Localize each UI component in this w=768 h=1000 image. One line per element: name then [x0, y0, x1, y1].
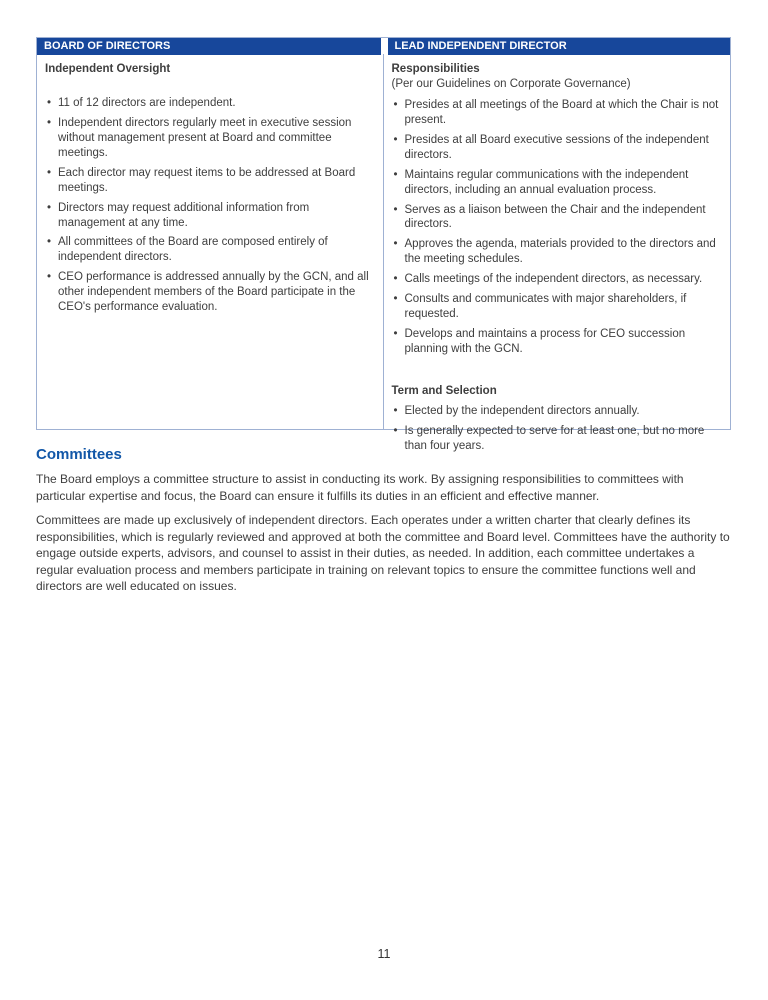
term-and-selection-block: [392, 384, 722, 454]
board-bullet-list: [45, 96, 375, 315]
list-item: • 11 of 12 directors are independent.: [45, 96, 375, 111]
term-and-selection-title: Term and Selection: [391, 384, 497, 397]
list-item: • Each director may request items to be addressed at Board meetings.: [45, 166, 375, 196]
list-item: • Is generally expected to serve for at least one, but no more than four years.: [392, 424, 722, 454]
list-item: • Elected by the independent directors annually.: [392, 404, 722, 419]
responsibilities-subtitle: (Per our Guidelines on Corporate Governance): [391, 77, 631, 90]
list-item: • Presides at all meetings of the Board at which the Chair is not present.: [392, 98, 722, 128]
page-number: 11: [377, 947, 391, 961]
committees-paragraph: The Board employs a committee structure to assist in conducting its work. By assigning responsibilities to committees with particular expertise and focus, the Board can ensure it fulfills its duties in an efficient and effective manner.: [36, 472, 684, 503]
committees-section: [36, 446, 732, 603]
list-item: • Maintains regular communications with the independent directors, including an annual evaluation process.: [392, 168, 722, 198]
list-item: • CEO performance is addressed annually by the GCN, and all other independent members of the Board participate in the CEO's performance evaluation.: [45, 270, 375, 315]
responsibilities-bullet-list: [392, 98, 722, 357]
list-item: • Independent directors regularly meet in executive session without management present at Board and committee meetings.: [45, 116, 375, 161]
governance-table: [36, 37, 731, 452]
list-item: • Presides at all Board executive sessions of the independent directors.: [392, 133, 722, 163]
list-item: • Directors may request additional information from management at any time.: [45, 201, 375, 231]
committees-heading: Committees: [36, 446, 122, 463]
list-item: • All committees of the Board are composed entirely of independent directors.: [45, 235, 375, 265]
list-item: • Calls meetings of the independent directors, as necessary.: [392, 272, 722, 287]
committees-paragraph: Committees are made up exclusively of independent directors. Each operates under a written charter that clearly defines its responsibilities, which is regularly reviewed and approved at both the committee and Board level. Committees have the authority to engage outside experts, advisors, and counsel to assist in their duties, as needed. In addition, each committee undertakes a regular evaluation process and members participate in training on relevant topics to ensure the committee functions well and directors are well educated on issues.: [36, 513, 730, 594]
lead-independent-director-column: [384, 38, 731, 452]
list-item: • Approves the agenda, materials provided to the directors and the meeting schedules.: [392, 237, 722, 267]
lead-independent-director-body: [384, 55, 731, 467]
lead-independent-director-header: LEAD INDEPENDENT DIRECTOR: [388, 38, 731, 55]
board-of-directors-header: BOARD OF DIRECTORS: [37, 38, 381, 55]
board-of-directors-column: [37, 38, 384, 429]
list-item: • Serves as a liaison between the Chair and the independent directors.: [392, 203, 722, 233]
responsibilities-title: Responsibilities: [391, 63, 480, 75]
independent-oversight-title: Independent Oversight: [45, 63, 171, 75]
list-item: • Consults and communicates with major shareholders, if requested.: [392, 292, 722, 322]
list-item: • Develops and maintains a process for CEO succession planning with the GCN.: [392, 327, 722, 357]
board-of-directors-body: [37, 55, 384, 328]
